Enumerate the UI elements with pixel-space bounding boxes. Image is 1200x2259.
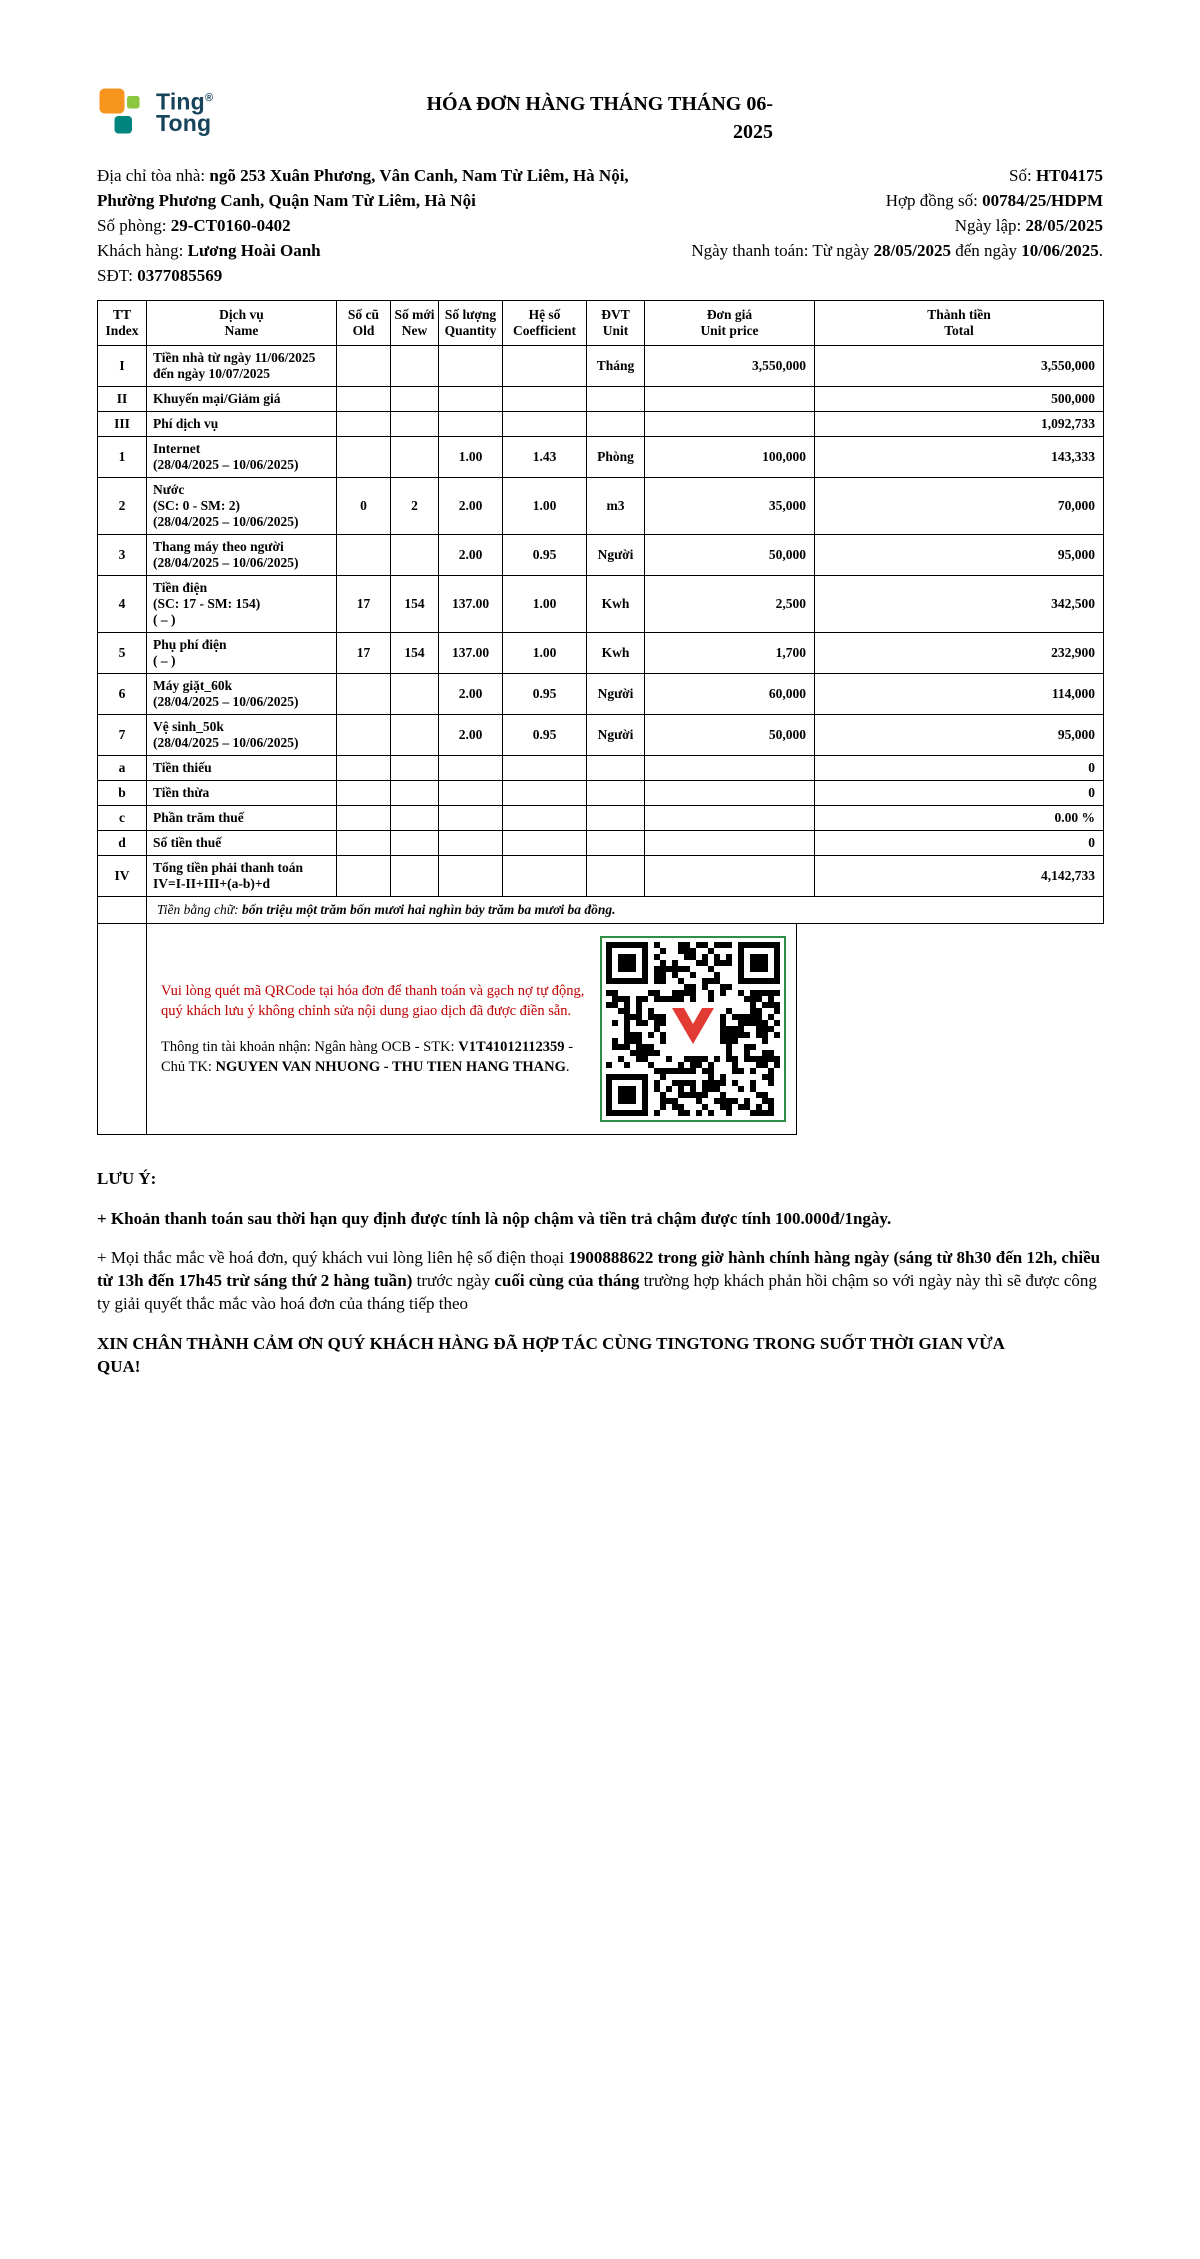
cell-coef [503, 781, 587, 806]
cell-qty [439, 346, 503, 387]
cell-total: 0 [815, 781, 1104, 806]
cell-new: 2 [391, 478, 439, 535]
cell-index [98, 897, 147, 924]
cell-coef [503, 412, 587, 437]
cell-unit [587, 856, 645, 897]
cell-old [337, 346, 391, 387]
cell-coef: 1.00 [503, 633, 587, 674]
invoice-header [97, 86, 1103, 146]
invoice-number: Số: HT04175 [1009, 166, 1103, 185]
cell-old [337, 715, 391, 756]
column-header: Thành tiền Total [815, 301, 1104, 346]
account-info-text: Thông tin tài khoản nhận: Ngân hàng OCB - STK: V1T41012112359 - Chủ TK: NGUYEN VAN NHUONG - THU TIEN HANG THANG. [161, 1039, 574, 1075]
cell-index: a [98, 756, 147, 781]
amount-in-words-row [98, 897, 1104, 924]
tingtong-logo [97, 86, 213, 136]
cell-qty: 137.00 [439, 633, 503, 674]
cell-price [645, 781, 815, 806]
table-row [98, 478, 1104, 535]
invoice-table-body [98, 346, 1104, 897]
cell-old [337, 674, 391, 715]
cell-index: 4 [98, 576, 147, 633]
room-number: Số phòng: 29-CT0160-0402 [97, 216, 291, 235]
cell-index: III [98, 412, 147, 437]
cell-name: Khuyến mại/Giảm giá [147, 387, 337, 412]
cell-name: Tiền thiếu [147, 756, 337, 781]
cell-coef [503, 756, 587, 781]
cell-index: IV [98, 856, 147, 897]
cell-unit [587, 387, 645, 412]
cell-unit: Người [587, 715, 645, 756]
cell-unit: Tháng [587, 346, 645, 387]
cell-name: Phần trăm thuế [147, 806, 337, 831]
logo-word-tong: Tong [156, 109, 212, 136]
payment-period: Ngày thanh toán: Từ ngày 28/05/2025 đến ngày 10/06/2025. [691, 241, 1103, 260]
customer-name: Khách hàng: Lương Hoài Oanh [97, 241, 321, 260]
issue-date: Ngày lập: 28/05/2025 [954, 216, 1103, 235]
cell-unit: Phòng [587, 437, 645, 478]
qr-code [600, 936, 786, 1122]
cell-coef: 0.95 [503, 715, 587, 756]
column-header: ĐVT Unit [587, 301, 645, 346]
cell-index: 7 [98, 715, 147, 756]
column-header: Đơn giá Unit price [645, 301, 815, 346]
cell-qty [439, 756, 503, 781]
invoice-info-left [97, 163, 642, 288]
cell-new [391, 346, 439, 387]
cell-index: 2 [98, 478, 147, 535]
cell-coef [503, 346, 587, 387]
cell-unit: m3 [587, 478, 645, 535]
cell-index: d [98, 831, 147, 856]
cell-index: b [98, 781, 147, 806]
cell-total: 3,550,000 [815, 346, 1104, 387]
cell-price: 1,700 [645, 633, 815, 674]
table-row [98, 387, 1104, 412]
payment-section [97, 923, 797, 1135]
column-header: Hệ số Coefficient [503, 301, 587, 346]
invoice-info [97, 163, 1103, 288]
cell-price: 35,000 [645, 478, 815, 535]
cell-new [391, 535, 439, 576]
cell-coef [503, 806, 587, 831]
registered-mark: ® [204, 92, 214, 105]
logo-word-ting: Ting [156, 88, 205, 115]
cell-old [337, 387, 391, 412]
late-payment-note: + Khoản thanh toán sau thời hạn quy định được tính là nộp chậm và tiền trả chậm được tính 100.000đ/1ngày. [97, 1209, 892, 1228]
cell-new [391, 806, 439, 831]
cell-qty: 1.00 [439, 437, 503, 478]
cell-qty: 2.00 [439, 674, 503, 715]
notes-heading: LƯU Ý: [97, 1169, 157, 1188]
cell-total: 500,000 [815, 387, 1104, 412]
cell-total: 232,900 [815, 633, 1104, 674]
cell-new [391, 756, 439, 781]
cell-total: 0 [815, 756, 1104, 781]
thank-you-message: XIN CHÂN THÀNH CẢM ƠN QUÝ KHÁCH HÀNG ĐÃ HỢP TÁC CÙNG TINGTONG TRONG SUỐT THỜI GIAN VỪA QUA! [97, 1334, 1004, 1376]
cell-name: Số tiền thuế [147, 831, 337, 856]
cell-index: 1 [98, 437, 147, 478]
cell-qty: 137.00 [439, 576, 503, 633]
table-row [98, 756, 1104, 781]
tingtong-logo-text [156, 88, 213, 134]
cell-qty [439, 831, 503, 856]
column-header: Dịch vụ Name [147, 301, 337, 346]
table-row [98, 412, 1104, 437]
cell-price: 100,000 [645, 437, 815, 478]
cell-total: 95,000 [815, 715, 1104, 756]
cell-new [391, 781, 439, 806]
contract-number: Hợp đồng số: 00784/25/HDPM [885, 191, 1103, 210]
cell-price: 60,000 [645, 674, 815, 715]
invoice-title: HÓA ĐƠN HÀNG THÁNG THÁNG 06-2025 [426, 93, 773, 143]
cell-old [337, 437, 391, 478]
cell-unit [587, 412, 645, 437]
cell-old [337, 412, 391, 437]
cell-old: 17 [337, 576, 391, 633]
customer-phone: SĐT: 0377085569 [97, 266, 223, 285]
payment-texts [161, 981, 596, 1077]
cell-total: 143,333 [815, 437, 1104, 478]
table-row [98, 346, 1104, 387]
table-row [98, 831, 1104, 856]
cell-new [391, 412, 439, 437]
cell-name: Internet (28/04/2025 – 10/06/2025) [147, 437, 337, 478]
payment-section-content [147, 924, 796, 1134]
qr-code-image [606, 942, 780, 1116]
cell-index: I [98, 346, 147, 387]
table-row [98, 633, 1104, 674]
cell-name: Máy giặt_60k (28/04/2025 – 10/06/2025) [147, 674, 337, 715]
cell-coef [503, 831, 587, 856]
cell-total: 1,092,733 [815, 412, 1104, 437]
cell-old [337, 856, 391, 897]
cell-coef [503, 856, 587, 897]
cell-old [337, 535, 391, 576]
qr-instruction-text: Vui lòng quét mã QRCode tại hóa đơn để thanh toán và gạch nợ tự động, quý khách lưu ý không chỉnh sửa nội dung giao dịch đã được điền sẵn. [161, 983, 585, 1019]
cell-total: 95,000 [815, 535, 1104, 576]
cell-name: Phí dịch vụ [147, 412, 337, 437]
cell-price: 50,000 [645, 715, 815, 756]
cell-new: 154 [391, 633, 439, 674]
cell-old [337, 781, 391, 806]
table-row [98, 674, 1104, 715]
cell-old: 17 [337, 633, 391, 674]
table-row [98, 437, 1104, 478]
cell-name: Thang máy theo người (28/04/2025 – 10/06/2025) [147, 535, 337, 576]
cell-name: Tổng tiền phải thanh toán IV=I-II+III+(a-b)+d [147, 856, 337, 897]
cell-coef: 0.95 [503, 535, 587, 576]
invoice-info-right [691, 163, 1103, 288]
cell-new [391, 715, 439, 756]
cell-coef: 1.00 [503, 576, 587, 633]
cell-name: Tiền thừa [147, 781, 337, 806]
cell-old [337, 756, 391, 781]
cell-price: 2,500 [645, 576, 815, 633]
table-row [98, 856, 1104, 897]
cell-unit [587, 781, 645, 806]
cell-qty [439, 387, 503, 412]
cell-name: Nước (SC: 0 - SM: 2) (28/04/2025 – 10/06/2025) [147, 478, 337, 535]
cell-total: 4,142,733 [815, 856, 1104, 897]
cell-total: 70,000 [815, 478, 1104, 535]
cell-index: 5 [98, 633, 147, 674]
payment-section-left-column [98, 924, 147, 1134]
cell-new [391, 437, 439, 478]
footer-notes [97, 1167, 1103, 1378]
cell-new [391, 674, 439, 715]
cell-coef: 1.00 [503, 478, 587, 535]
cell-total: 0 [815, 831, 1104, 856]
cell-old: 0 [337, 478, 391, 535]
cell-total: 342,500 [815, 576, 1104, 633]
invoice-table-header-row [98, 301, 1104, 346]
cell-unit [587, 806, 645, 831]
cell-unit: Người [587, 674, 645, 715]
cell-price: 3,550,000 [645, 346, 815, 387]
cell-old [337, 806, 391, 831]
cell-unit: Kwh [587, 576, 645, 633]
cell-price [645, 756, 815, 781]
cell-qty: 2.00 [439, 478, 503, 535]
cell-new [391, 831, 439, 856]
cell-price [645, 856, 815, 897]
cell-index: c [98, 806, 147, 831]
cell-new [391, 856, 439, 897]
cell-qty [439, 806, 503, 831]
cell-coef: 1.43 [503, 437, 587, 478]
cell-coef [503, 387, 587, 412]
cell-qty [439, 781, 503, 806]
cell-qty: 2.00 [439, 535, 503, 576]
cell-unit: Người [587, 535, 645, 576]
cell-unit [587, 756, 645, 781]
building-address: Địa chỉ tòa nhà: ngõ 253 Xuân Phương, Vân Canh, Nam Từ Liêm, Hà Nội, Phường Phương Canh, Quận Nam Từ Liêm, Hà Nội [97, 166, 629, 210]
cell-price: 50,000 [645, 535, 815, 576]
cell-name: Tiền điện (SC: 17 - SM: 154) ( – ) [147, 576, 337, 633]
cell-total: 114,000 [815, 674, 1104, 715]
amount-in-words: Tiền bằng chữ: bốn triệu một trăm bốn mươi hai nghìn bảy trăm ba mươi ba đồng. [147, 897, 1104, 924]
cell-total: 0.00 % [815, 806, 1104, 831]
cell-qty: 2.00 [439, 715, 503, 756]
cell-name: Vệ sinh_50k (28/04/2025 – 10/06/2025) [147, 715, 337, 756]
tingtong-logo-icon [97, 86, 147, 136]
cell-unit [587, 831, 645, 856]
cell-index: II [98, 387, 147, 412]
table-row [98, 715, 1104, 756]
hotline-note: + Mọi thắc mắc về hoá đơn, quý khách vui lòng liên hệ số điện thoại 1900888622 trong giờ hành chính hàng ngày (sáng từ 8h30 đến 12h, chiều từ 13h đến 17h45 trừ sáng thứ 2 hàng tuần) trước ngày cuối cùng của tháng trường hợp khách phản hồi chậm so với ngày này thì sẽ được công ty giải quyết thắc mắc vào hoá đơn của tháng tiếp theo [97, 1248, 1101, 1313]
cell-index: 3 [98, 535, 147, 576]
cell-price [645, 806, 815, 831]
cell-name: Tiền nhà từ ngày 11/06/2025 đến ngày 10/07/2025 [147, 346, 337, 387]
table-row [98, 806, 1104, 831]
invoice-table [97, 300, 1104, 924]
cell-unit: Kwh [587, 633, 645, 674]
table-row [98, 781, 1104, 806]
cell-old [337, 831, 391, 856]
cell-coef: 0.95 [503, 674, 587, 715]
column-header: TT Index [98, 301, 147, 346]
cell-name: Phụ phí điện ( – ) [147, 633, 337, 674]
cell-new [391, 387, 439, 412]
cell-price [645, 831, 815, 856]
cell-qty [439, 412, 503, 437]
table-row [98, 576, 1104, 633]
column-header: Số mới New [391, 301, 439, 346]
cell-price [645, 412, 815, 437]
cell-new: 154 [391, 576, 439, 633]
column-header: Số cũ Old [337, 301, 391, 346]
column-header: Số lượng Quantity [439, 301, 503, 346]
cell-qty [439, 856, 503, 897]
cell-price [645, 387, 815, 412]
table-row [98, 535, 1104, 576]
cell-index: 6 [98, 674, 147, 715]
